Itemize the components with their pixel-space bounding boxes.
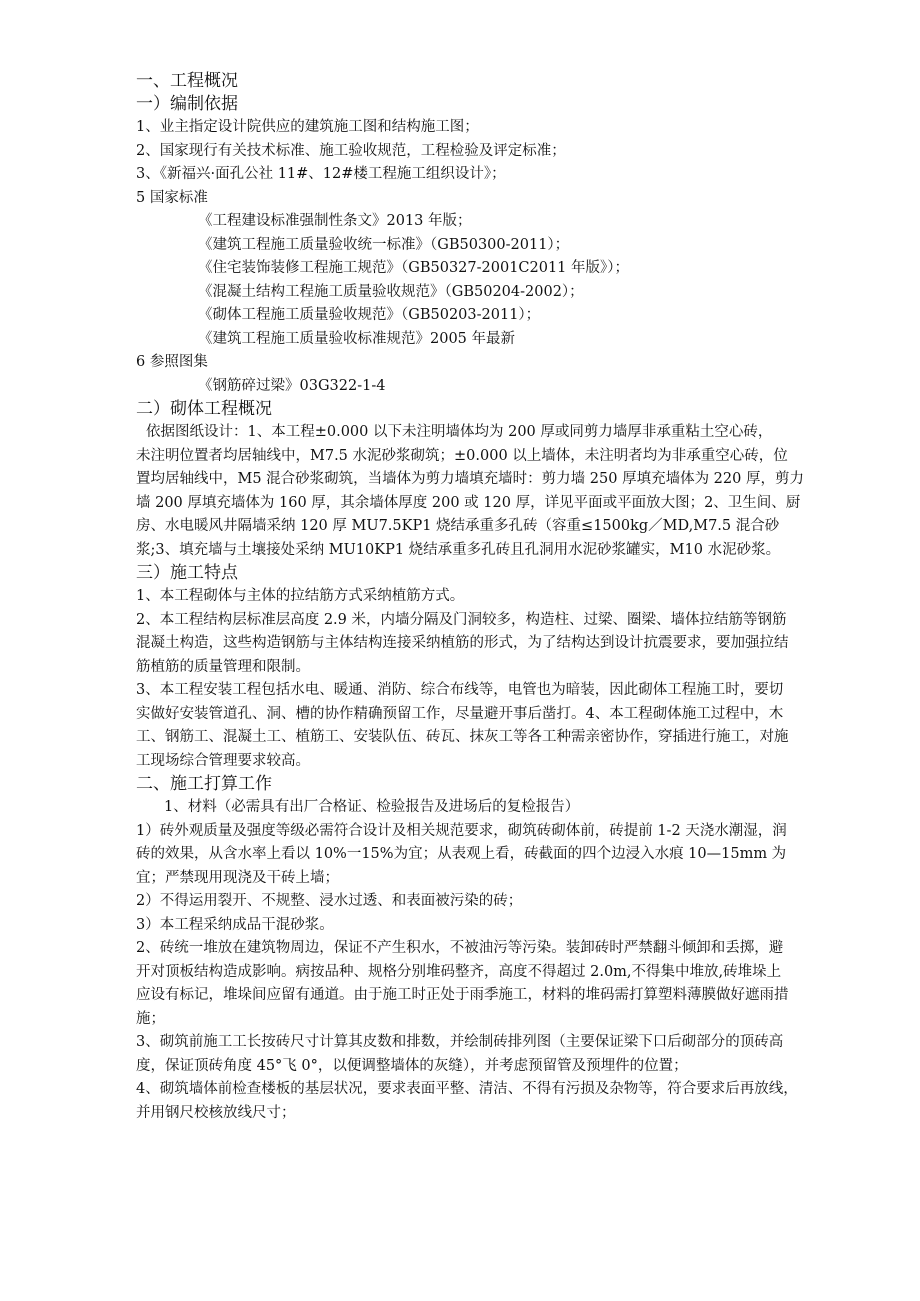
text-line-prep-3b: 度，保证顶砖角度 45°飞 0°，以便调整墙体的灰缝），并考虑预留管及预埋件的位置； — [136, 1057, 688, 1074]
text-line-basis-2: 2、国家现行有关技术标准、施工验收规范，工程检验及评定标准； — [136, 142, 566, 159]
text-line-masonry-2: 未注明位置者均居轴线中，M7.5 水泥砂浆砌筑；±0.000 以上墙体，未注明者均为非承重空心砖，位 — [136, 447, 788, 464]
text-line-prep-2d: 施； — [136, 1010, 165, 1027]
text-line-feat-3a: 3、本工程安装工程包括水电、暖通、消防、综合布线等，电管也为暗装，因此砌体工程施工时，要切 — [136, 682, 784, 698]
text-line-feat-2b: 混凝土构造，这些构造钢筋与主体结构连接采纳植筋的形式，为了结构达到设计抗震要求，要加强拉结 — [136, 635, 789, 651]
text-line-prep-1-1b: 砖的效果，从含水率上看以 10%一15%为宜；从表观上看，砖截面的四个边浸入水痕 10—15mm 为 — [136, 846, 787, 862]
document-page — [136, 70, 846, 1125]
text-line-feat-2a: 2、本工程结构层标准层高度 2.9 米，内墙分隔及门洞较多，构造柱、过梁、圈梁、墙体拉结筋等钢筋 — [136, 611, 787, 628]
text-line-h-basis: 一）编制依据 — [136, 94, 238, 114]
text-line-prep-2a: 2、砖统一堆放在建筑物周边，保证不产生积水，不被油污等污染。装卸砖时严禁翻斗倾卸和丢掷，避 — [136, 940, 784, 956]
text-line-feat-3b: 实做好安装管道孔、洞、槽的协作精确预留工作，尽量避开事后凿打。4、本工程砌体施工过程中，木 — [136, 705, 784, 722]
text-line-h-masonry: 二）砌体工程概况 — [136, 399, 272, 419]
text-line-prep-2b: 开对顶板结构造成影响。病按品种、规格分别堆码整齐，高度不得超过 2.0m,不得集中堆放,砖堆垛上 — [136, 963, 782, 980]
text-line-masonry-5: 房、水电暖风井隔墙采纳 120 厚 MU7.5KP1 烧结承重多孔砖（容重≤1500kg／MD,M7.5 混合砂 — [136, 518, 780, 534]
text-line-prep-3a: 3、砌筑前施工工长按砖尺寸计算其皮数和排数，并绘制砖排列图（主要保证梁下口后砌部分的顶砖高 — [136, 1034, 784, 1050]
text-line-prep-1-1a: 1）砖外观质量及强度等级必需符合设计及相关规范要求，砌筑砖砌体前，砖提前 1-2 天浇水潮湿，润 — [136, 822, 787, 839]
text-line-basis-1: 1、业主指定设计院供应的建筑施工图和结构施工图； — [136, 119, 479, 135]
text-line-prep-1: 1、材料（必需具有出厂合格证、检验报告及进场后的复检报告） — [164, 799, 580, 815]
text-line-masonry-1: 依据图纸设计：1、本工程±0.000 以下未注明墙体均为 200 厚或同剪力墙厚非承重粘土空心砖， — [146, 424, 773, 440]
text-line-prep-4b: 并用钢尺校核放线尺寸； — [136, 1104, 296, 1121]
text-line-std-2: 《建筑工程施工质量验收统一标准》（GB50300-2011）； — [198, 236, 570, 253]
text-line-prep-2c: 应设有标记，堆垛间应留有通道。由于施工时正处于雨季施工，材料的堆码需打算塑料薄膜做好遮雨措 — [136, 987, 789, 1003]
text-line-std-1: 《工程建设标准强制性条文》2013 年版； — [198, 213, 472, 229]
text-line-basis-5: 5 国家标准 — [136, 189, 208, 206]
text-line-h-overview: 一、工程概况 — [136, 71, 238, 91]
text-line-prep-1-2: 2）不得运用裂开、不规整、浸水过透、和表面被污染的砖； — [136, 893, 523, 909]
text-line-h-prep: 二、施工打算工作 — [136, 774, 272, 794]
text-line-basis-6: 6 参照图集 — [136, 354, 208, 370]
text-line-masonry-4: 墙 200 厚填充墙体为 160 厚，其余墙体厚度 200 或 120 厚，详见平面或平面放大图；2、卫生间、厨 — [136, 494, 801, 511]
text-line-feat-3d: 工现场综合管理要求较高。 — [136, 752, 310, 769]
text-line-feat-3c: 工、钢筋工、混凝土工、植筋工、安装队伍、砖瓦、抹灰工等各工种需亲密协作，穿插进行施工，对施 — [136, 729, 789, 745]
text-line-prep-1-1c: 宜；严禁现用现浇及干砖上墙； — [136, 869, 339, 886]
text-line-atlas-1: 《钢筋碎过梁》03G322-1-4 — [198, 377, 386, 394]
text-line-std-5: 《砌体工程施工质量验收规范》（GB50203-2011）； — [198, 307, 541, 323]
text-line-prep-1-3: 3）本工程采纳成品干混砂浆。 — [136, 916, 334, 933]
text-line-masonry-3: 置均居轴线中，M5 混合砂浆砌筑，当墙体为剪力墙填充墙时：剪力墙 250 厚填充墙体为 220 厚，剪力 — [136, 471, 804, 487]
text-line-feat-1: 1、本工程砌体与主体的拉结筋方式采纳植筋方式。 — [136, 588, 465, 604]
text-line-masonry-6: 浆;3、填充墙与土壤接处采纳 MU10KP1 烧结承重多孔砖且孔洞用水泥砂浆罐实，M10 水泥砂浆。 — [136, 541, 781, 558]
text-line-feat-2c: 筋植筋的质量管理和限制。 — [136, 658, 310, 675]
text-line-h-features: 三）施工特点 — [136, 563, 238, 583]
text-line-prep-4a: 4、砌筑墙体前检查楼板的基层状况，要求表面平整、清洁、不得有污损及杂物等，符合要求后再放线， — [136, 1081, 798, 1097]
text-line-std-6: 《建筑工程施工质量验收标准规范》2005 年最新 — [198, 330, 516, 347]
text-line-std-3: 《住宅装饰装修工程施工规范》（GB50327-2001C2011 年版》）； — [198, 260, 630, 276]
text-line-std-4: 《混凝土结构工程施工质量验收规范》（GB50204-2002）； — [198, 283, 584, 300]
text-line-basis-3: 3、《新福兴·面孔公社 11#、12#楼工程施工组织设计》； — [136, 166, 506, 182]
